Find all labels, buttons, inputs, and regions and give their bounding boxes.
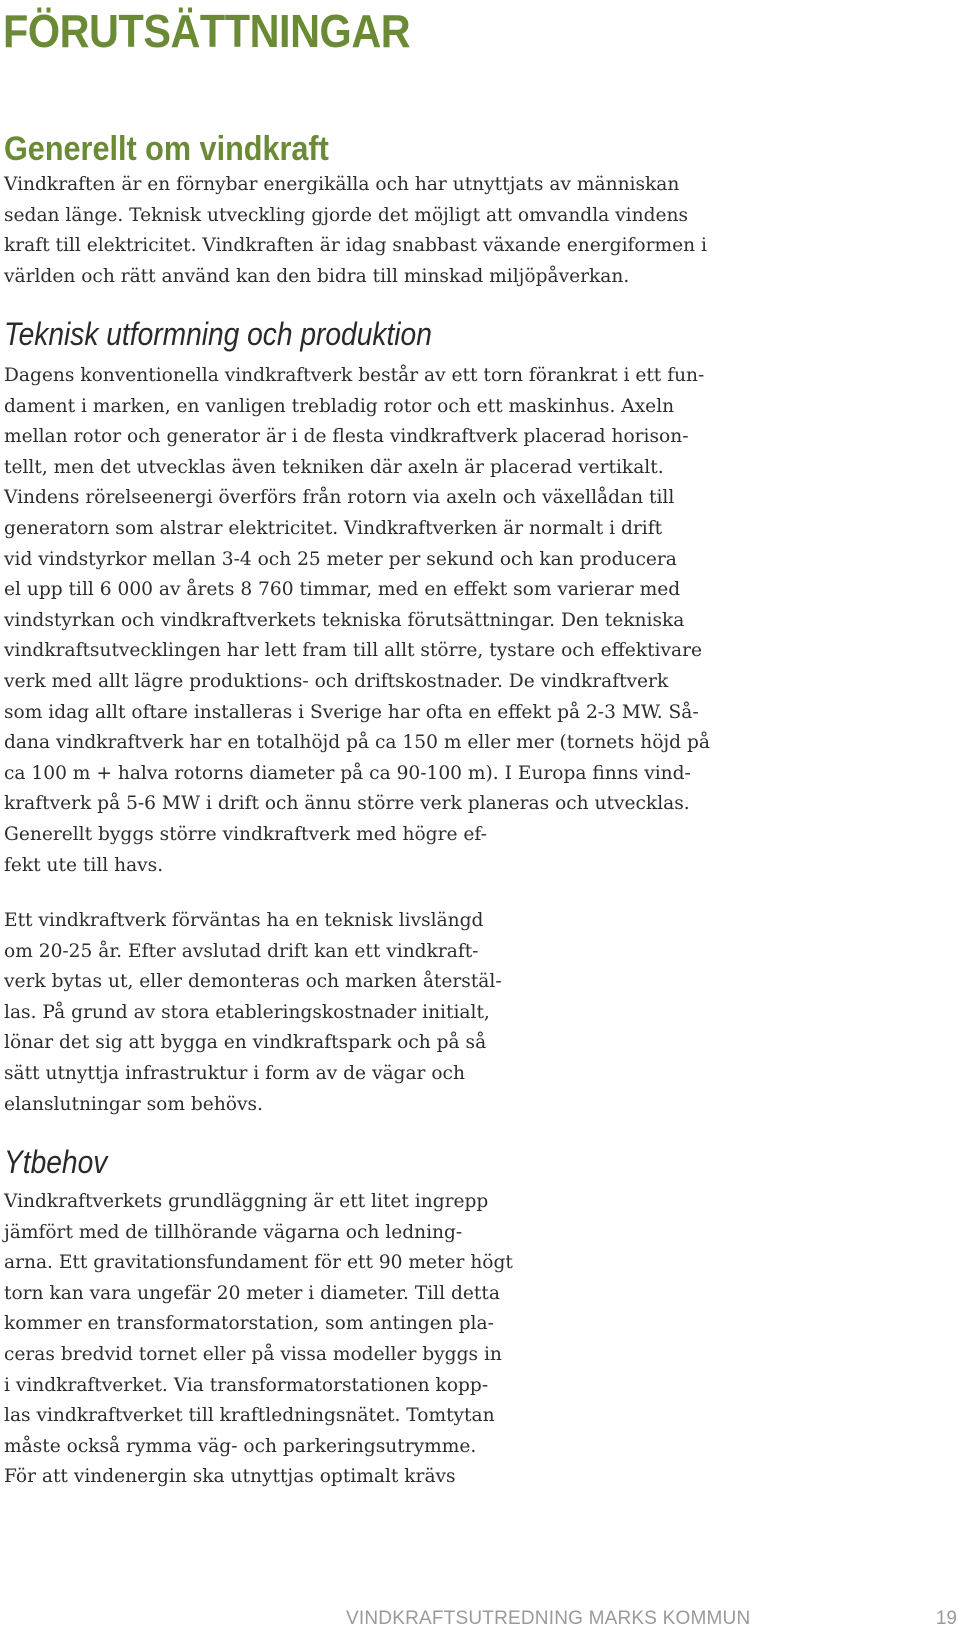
text-line: las vindkraftverket till kraftledningsnätet. Tomtytan xyxy=(4,1405,495,1427)
text-line: elanslutningar som behövs. xyxy=(4,1093,263,1115)
text-line: måste också rymma väg- och parkeringsutrymme. xyxy=(4,1435,477,1457)
section-heading-teknisk-utformning: Teknisk utformning och produktion xyxy=(4,316,432,352)
section-heading-generellt-om-vindkraft: Generellt om vindkraft xyxy=(4,130,329,168)
text-line: Vindens rörelseenergi överförs från rotorn via axeln och växellådan till xyxy=(4,487,675,509)
text-line: vindkraftsutvecklingen har lett fram till allt större, tystare och effektivare xyxy=(4,640,702,662)
text-line: Dagens konventionella vindkraftverk består av ett torn förankrat i ett fun- xyxy=(4,365,705,386)
section-heading-ytbehov: Ytbehov xyxy=(4,1144,108,1180)
text-line: Generellt byggs större vindkraftverk med högre ef- xyxy=(4,823,487,845)
text-line: verk med allt lägre produktions- och driftskostnader. De vindkraftverk xyxy=(4,670,669,692)
text-line: lönar det sig att bygga en vindkraftspark och på så xyxy=(4,1032,487,1054)
text-line: torn kan vara ungefär 20 meter i diameter. Till detta xyxy=(4,1282,500,1304)
paragraph-livslangd xyxy=(4,906,502,1120)
text-line: dana vindkraftverk har en totalhöjd på ca 150 m eller mer (tornets höjd på xyxy=(4,732,710,754)
text-line: Vindkraften är en förnybar energikälla och har utnyttjats av människan xyxy=(4,174,680,195)
text-line: världen och rätt använd kan den bidra till minskad miljöpåverkan. xyxy=(4,265,630,287)
text-line: tellt, men det utvecklas även tekniken där axeln är placerad vertikalt. xyxy=(4,456,664,478)
text-line: i vindkraftverket. Via transformatorstationen kopp- xyxy=(4,1374,489,1396)
text-line: om 20-25 år. Efter avslutad drift kan ett vindkraft- xyxy=(4,940,479,962)
text-line: kommer en transformatorstation, som antingen pla- xyxy=(4,1313,494,1335)
text-line: arna. Ett gravitationsfundament för ett 90 meter högt xyxy=(4,1252,513,1274)
text-line: fekt ute till havs. xyxy=(4,854,164,876)
text-line: Vindkraftverkets grundläggning är ett litet ingrepp xyxy=(4,1191,489,1212)
text-line: jämfört med de tillhörande vägarna och ledning- xyxy=(4,1221,463,1243)
paragraph-ytbehov xyxy=(4,1187,513,1493)
text-line: som idag allt oftare installeras i Sverige har ofta en effekt på 2-3 MW. Så- xyxy=(4,701,699,723)
text-line: verk bytas ut, eller demonteras och marken återstäl- xyxy=(4,971,502,993)
text-line: el upp till 6 000 av årets 8 760 timmar, med en effekt som varierar med xyxy=(4,579,681,601)
text-line: sedan länge. Teknisk utveckling gjorde det möjligt att omvandla vindens xyxy=(4,204,688,226)
footer-document-title: VINDKRAFTSUTREDNING MARKS KOMMUN xyxy=(346,1608,751,1629)
text-line: sätt utnyttja infrastruktur i form av de vägar och xyxy=(4,1062,465,1084)
text-line: vid vindstyrkor mellan 3-4 och 25 meter per sekund och kan producera xyxy=(4,548,677,570)
text-line: mellan rotor och generator är i de flesta vindkraftverk placerad horison- xyxy=(4,426,689,448)
paragraph-generellt xyxy=(4,170,707,292)
text-line: dament i marken, en vanligen trebladig rotor och ett maskinhus. Axeln xyxy=(4,395,675,417)
text-line: kraftverk på 5-6 MW i drift och ännu större verk planeras och utvecklas. xyxy=(4,793,690,815)
text-line: generatorn som alstrar elektricitet. Vindkraftverken är normalt i drift xyxy=(4,517,663,539)
text-line: ceras bredvid tornet eller på vissa modeller byggs in xyxy=(4,1343,502,1365)
paragraph-teknisk-utformning xyxy=(4,361,710,881)
text-line: kraft till elektricitet. Vindkraften är idag snabbast växande energiformen i xyxy=(4,235,707,257)
text-line: ca 100 m + halva rotorns diameter på ca 90-100 m). I Europa finns vind- xyxy=(4,762,691,784)
page-number: 19 xyxy=(935,1608,957,1629)
page-footer xyxy=(0,1602,960,1632)
text-line: vindstyrkan och vindkraftverkets tekniska förutsättningar. Den tekniska xyxy=(4,609,685,631)
text-line: Ett vindkraftverk förväntas ha en teknisk livslängd xyxy=(4,910,484,931)
text-line: För att vindenergin ska utnyttjas optimalt krävs xyxy=(4,1466,456,1488)
text-line: las. På grund av stora etableringskostnader initialt, xyxy=(4,1001,490,1023)
page-title: FÖRUTSÄTTNINGAR xyxy=(3,5,411,57)
